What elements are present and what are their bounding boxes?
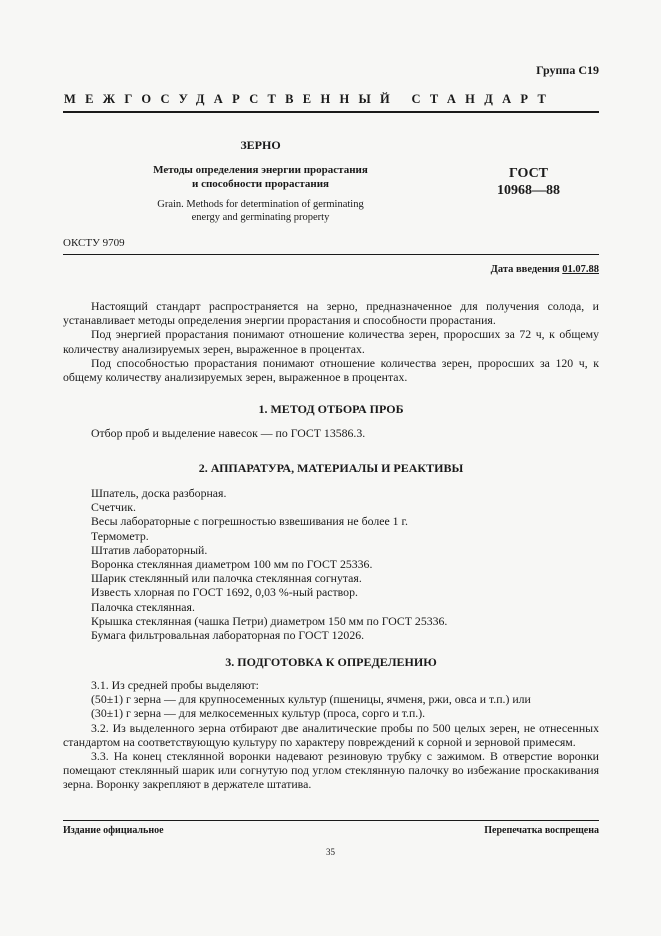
section-3-heading: 3. ПОДГОТОВКА К ОПРЕДЕЛЕНИЮ (225, 655, 437, 669)
title-ru-line2: и способности прорастания (191, 178, 330, 190)
intro-paragraph: Настоящий стандарт распространяется на зерно, предназначенное для получения солода, и устанавливает методы определения энергии прорастания и способности прорастания. (63, 299, 599, 328)
clause-3-2: 3.2. Из выделенного зерна отбирают две аналитические пробы по 500 целых зерен, не отнесенных стандартом на соответствующую культуру по характеру повреждений к сорной и зерновой примесям. (63, 720, 599, 749)
document-title-ru (63, 163, 458, 191)
official-edition-label: Издание официальное (63, 825, 164, 836)
standard-banner: МЕЖГОСУДАРСТВЕННЫЙ СТАНДАРТ (64, 92, 556, 106)
gost-designation (458, 165, 599, 199)
clause-3-1-small-seed: (30±1) г зерна — для мелкосеменных культур (проса, сорго и т.п.). (91, 706, 426, 721)
intro-paragraph: Под способностью прорастания понимают отношение количества зерен, проросших за 120 ч, к общему количеству анализируемых зерен, выраженное в процентах. (63, 355, 599, 385)
equipment-item: Шарик стеклянный или палочка стеклянная согнутая. (91, 571, 362, 586)
equipment-item: Воронка стеклянная диаметром 100 мм по ГОСТ 25336. (91, 557, 373, 572)
equipment-item: Штатив лабораторный. (91, 542, 208, 557)
intro-text (63, 299, 599, 384)
clause-3-3: 3.3. На конец стеклянной воронки надевают резиновую трубку с зажимом. В отверстие воронки помещают стеклянный шарик или согнутую под углом стеклянную палочку во избежание проскакивания зерна. Воронку закрепляют в держателе штатива. (63, 749, 599, 792)
title-en-line1: Grain. Methods for determination of germinating (157, 199, 364, 210)
equipment-item: Крышка стеклянная (чашка Петри) диаметром 150 мм по ГОСТ 25336. (91, 613, 448, 628)
equipment-item: Палочка стеклянная. (91, 599, 195, 614)
equipment-item: Счетчик. (91, 500, 136, 515)
title-en-line2: energy and germinating property (191, 212, 330, 223)
section-1-heading: 1. МЕТОД ОТБОРА ПРОБ (258, 402, 404, 416)
title-ru-line1: Методы определения энергии прорастания (153, 164, 368, 176)
footer-rule (63, 820, 599, 821)
date-label: Дата введения (490, 264, 560, 275)
group-label: Группа С19 (536, 63, 599, 77)
reprint-prohibited-label: Перепечатка воспрещена (484, 825, 599, 836)
document-title-en (63, 198, 458, 224)
equipment-item: Весы лабораторные с погрешностью взвешивания не более 1 г. (91, 514, 408, 529)
header-rule (63, 111, 599, 113)
clause-3-1-large-seed: (50±1) г зерна — для крупносеменных культур (пшеницы, ячменя, ржи, овса и т.п.) или (91, 692, 531, 707)
date-of-introduction (491, 264, 599, 275)
okstu-code: ОКСТУ 9709 (63, 237, 125, 249)
section-2-heading: 2. АППАРАТУРА, МАТЕРИАЛЫ И РЕАКТИВЫ (198, 461, 464, 475)
equipment-item: Бумага фильтровальная лабораторная по ГОСТ 12026. (91, 628, 365, 643)
date-value: 01.07.88 (562, 264, 599, 275)
document-subject: ЗЕРНО (240, 138, 281, 152)
page-number: 35 (326, 847, 335, 857)
intro-paragraph: Под энергией прорастания понимают отношение количества зерен, проросших за 72 ч, к общему количеству анализируемых зерен, выраженное в процентах. (63, 327, 599, 356)
equipment-list (91, 486, 599, 642)
equipment-item: Известь хлорная по ГОСТ 1692, 0,03 %-ный раствор. (91, 585, 358, 600)
gost-label: ГОСТ (508, 166, 549, 181)
section-1-text: Отбор проб и выделение навесок — по ГОСТ 13586.3. (91, 426, 366, 440)
equipment-item: Термометр. (91, 528, 149, 543)
okstu-rule (63, 254, 599, 255)
section-3-text (63, 678, 599, 792)
equipment-item: Шпатель, доска разборная. (91, 486, 227, 500)
gost-number: 10968—88 (497, 183, 560, 198)
clause-3-1: 3.1. Из средней пробы выделяют: (91, 678, 259, 692)
